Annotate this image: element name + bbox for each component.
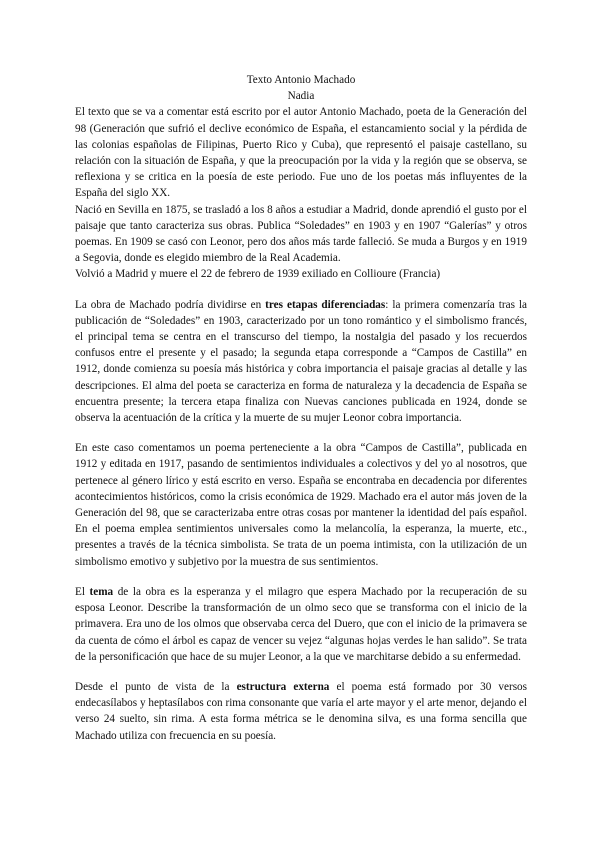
theme-text-after: de la obra es la esperanza y el milagro que espera Machado por la recuperación de su esposa Leonor. Describe la transformación de un olmo seco que se transforma con el inicio de la primavera. Era uno de los olmos que observaba cerca del Duero, que con el inicio de la primavera se da cuenta de cómo el árbol es capaz de vencer su vejez “algunas hojas verdes le han salido”. Se trata de la personificación que hace de su mujer Leonor, a la que ve marchitarse debido a su enfermedad. [75,585,527,663]
structure-paragraph [75,679,527,744]
intro-paragraph-3: Volvió a Madrid y muere el 22 de febrero de 1939 exiliado en Collioure (Francia) [75,268,441,281]
stages-text-before: La obra de Machado podría dividirse en [75,298,266,311]
context-paragraph: En este caso comentamos un poema perteneciente a la obra “Campos de Castilla”, publicada en 1912 y editada en 1917, pasando de sentimientos individuales a colectivos y del yo al nosotros, que pertenece al género lírico y está escrito en verso. España se encontraba en decadencia por diferentes acontecimientos históricos, como la crisis económica de 1929. Machado era el autor más joven de la Generación del 98, que se caracterizaba entre otras cosas por mantener la identidad del país español. En el poema emplea sentimientos universales como la melancolía, la esperanza, la muerte, etc., presentes a través de la técnica simbolista. Se trata de un poema intimista, con la utilización de un simbolismo emotivo y subjetivo por la muestra de sus sentimientos. [75,442,527,568]
structure-bold-term: estructura externa [236,680,330,693]
theme-paragraph [75,584,527,665]
stages-text-after: : la primera comenzaría tras la publicación de “Soledades” en 1903, caracterizado por un tono romántico y el simbolismo francés, el principal tema se centra en el transcurso del tiempo, la nostalgia del pasado y los recuerdos confusos entre el presente y el pasado; la segunda etapa corresponde a “Campos de Castilla” en 1912, donde comienza su poesía más histórica y cobra importancia el paisaje gracias al detalle y las descripciones. El alma del poeta se caracteriza en forma de naturaleza y la decadencia de España se encuentra presente; la tercera etapa finaliza con Nuevas canciones publicada en 1924, donde se observa la acentuación de la crítica y la muerte de su mujer Leonor cobra importancia. [75,298,528,425]
intro-paragraph-2: Nació en Sevilla en 1875, se trasladó a los 8 años a estudiar a Madrid, donde aprendió el gusto por el paisaje que tanto caracteriza sus obras. Publica “Soledades” en 1903 y en 1907 “Galerías” y otros poemas. En 1909 se casó con Leonor, pero dos años más tarde falleció. Se muda a Burgos y en 1919 a Segovia, donde es elegido miembro de la Real Academia. [75,203,527,265]
document-page [75,72,527,744]
intro-paragraph-1: El texto que se va a comentar está escrito por el autor Antonio Machado, poeta de la Generación del 98 (Generación que sufrió el declive económico de España, el estancamiento social y la pérdida de las colonias españolas de Filipinas, Puerto Rico y Cuba), que representó el paisaje castellano, su relación con la situación de España, y que la preocupación por la vida y la región que se observa, se reflexiona y se critica en la poesía de este periodo. Fue uno de los poetas más influyentes de la España del siglo XX. [75,106,527,200]
theme-text-before: El [75,585,90,598]
stages-bold-term: tres etapas diferenciadas [265,298,386,311]
document-author: Nadia [287,90,315,103]
document-title: Texto Antonio Machado [246,74,356,86]
theme-bold-term: tema [89,585,114,598]
structure-text-before: Desde el punto de vista de la [75,680,237,693]
structure-text-after: el poema está formado por 30 versos endecasílabos y heptasílabos con rima consonante que varía el arte mayor y el arte menor, dejando el verso 24 suelto, sin rima. A esta forma métrica se le denomina silva, es una forma sencilla que Machado utiliza con frecuencia en su poesía. [75,680,527,742]
stages-paragraph [75,297,527,427]
